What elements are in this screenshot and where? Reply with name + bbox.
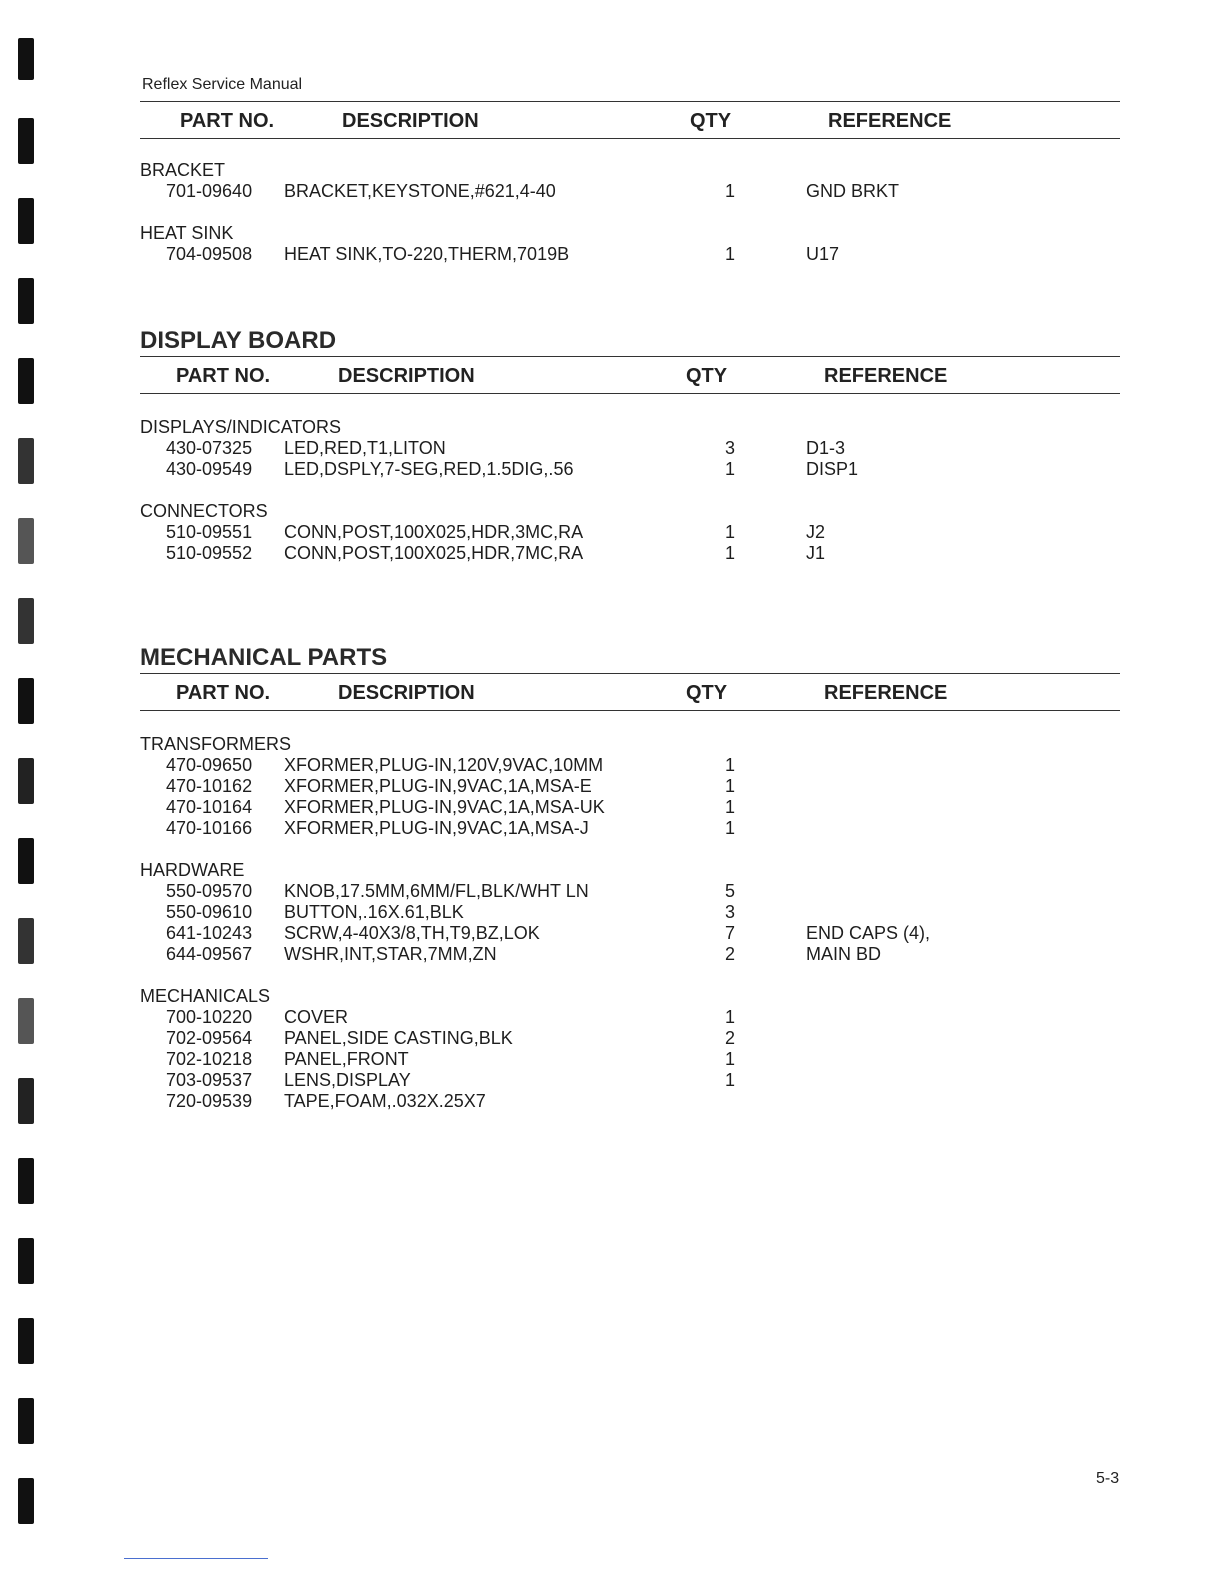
col-qty: QTY [690, 110, 732, 132]
table-row [140, 1070, 1120, 1091]
part-qty: 1 [725, 755, 736, 775]
binder-holes [18, 0, 38, 1584]
binder-hole [18, 838, 34, 884]
binder-hole [18, 918, 34, 964]
part-qty: 1 [725, 818, 736, 838]
binder-hole [18, 1398, 34, 1444]
table-row [140, 818, 1120, 839]
part-number: 470-09650 [166, 755, 253, 775]
part-description: LED,RED,T1,LITON [284, 438, 446, 458]
part-number: 702-10218 [166, 1049, 253, 1069]
table-row [140, 1007, 1120, 1028]
binder-hole [18, 1078, 34, 1124]
part-qty: 1 [725, 1049, 736, 1069]
part-number: 720-09539 [166, 1091, 253, 1111]
part-description: XFORMER,PLUG-IN,9VAC,1A,MSA-J [284, 818, 589, 838]
parts-section-continued [140, 101, 1120, 265]
footer-rule [124, 1558, 268, 1559]
part-number: 470-10162 [166, 776, 253, 796]
part-number: 702-09564 [166, 1028, 253, 1048]
binder-hole [18, 278, 34, 324]
part-qty: 2 [725, 944, 736, 964]
parts-group [140, 985, 1120, 1112]
part-qty: 1 [725, 1070, 736, 1090]
part-number: 644-09567 [166, 944, 253, 964]
part-description: WSHR,INT,STAR,7MM,ZN [284, 944, 497, 964]
table-row [140, 944, 1120, 965]
part-qty: 1 [725, 776, 736, 796]
part-number: 430-09549 [166, 459, 253, 479]
table-row [140, 459, 1120, 480]
part-description: BUTTON,.16X.61,BLK [284, 902, 464, 922]
table-row [140, 755, 1120, 776]
part-description: BRACKET,KEYSTONE,#621,4-40 [284, 181, 556, 201]
part-number: 703-09537 [166, 1070, 253, 1090]
col-description: DESCRIPTION [338, 365, 475, 387]
part-qty: 1 [725, 1007, 736, 1027]
table-row [140, 181, 1120, 202]
binder-hole [18, 358, 34, 404]
parts-group [140, 733, 1120, 839]
part-qty: 3 [725, 902, 736, 922]
binder-hole [18, 118, 34, 164]
table-header [140, 356, 1120, 394]
part-description: SCRW,4-40X3/8,TH,T9,BZ,LOK [284, 923, 540, 943]
part-reference: MAIN BD [806, 944, 882, 964]
parts-group [140, 859, 1120, 965]
group-title: DISPLAYS/INDICATORS [140, 417, 342, 437]
group-title: MECHANICALS [140, 986, 271, 1006]
part-qty: 3 [725, 438, 736, 458]
part-number: 550-09570 [166, 881, 253, 901]
table-row [140, 1091, 1120, 1112]
col-qty: QTY [686, 682, 728, 704]
part-qty: 7 [725, 923, 736, 943]
group-title: BRACKET [140, 160, 226, 180]
table-header [140, 101, 1120, 139]
part-qty: 1 [725, 797, 736, 817]
part-qty: 1 [725, 459, 736, 479]
part-reference: U17 [806, 244, 840, 264]
table-row [140, 244, 1120, 265]
part-number: 510-09552 [166, 543, 253, 563]
binder-hole [18, 1318, 34, 1364]
binder-hole [18, 1478, 34, 1524]
parts-group [140, 222, 1120, 265]
part-reference: J1 [806, 543, 826, 563]
binder-hole [18, 38, 34, 80]
col-description: DESCRIPTION [342, 110, 479, 132]
col-reference: REFERENCE [824, 365, 948, 387]
binder-hole [18, 1158, 34, 1204]
table-row [140, 776, 1120, 797]
col-part-no: PART NO. [176, 682, 271, 704]
part-number: 641-10243 [166, 923, 253, 943]
col-part-no: PART NO. [180, 110, 275, 132]
part-reference: DISP1 [806, 459, 859, 479]
page-number: 5-3 [1096, 1470, 1120, 1487]
part-number: 704-09508 [166, 244, 253, 264]
part-description: LENS,DISPLAY [284, 1070, 411, 1090]
part-reference: END CAPS (4), [806, 923, 931, 943]
parts-group [140, 416, 1120, 480]
table-row [140, 438, 1120, 459]
binder-hole [18, 678, 34, 724]
part-number: 470-10164 [166, 797, 253, 817]
part-description: XFORMER,PLUG-IN,120V,9VAC,10MM [284, 755, 604, 775]
display-board-section [140, 326, 1120, 564]
col-qty: QTY [686, 365, 728, 387]
table-row [140, 923, 1120, 944]
col-description: DESCRIPTION [338, 682, 475, 704]
section-title: DISPLAY BOARD [140, 327, 337, 354]
part-description: KNOB,17.5MM,6MM/FL,BLK/WHT LN [284, 881, 589, 901]
part-qty: 1 [725, 244, 736, 264]
part-description: XFORMER,PLUG-IN,9VAC,1A,MSA-UK [284, 797, 605, 817]
table-row [140, 1049, 1120, 1070]
part-reference: J2 [806, 522, 826, 542]
table-row [140, 797, 1120, 818]
mechanical-parts-section [140, 643, 1120, 1112]
part-reference: GND BRKT [806, 181, 900, 201]
col-part-no: PART NO. [176, 365, 271, 387]
part-number: 510-09551 [166, 522, 253, 542]
binder-hole [18, 518, 34, 564]
part-number: 700-10220 [166, 1007, 253, 1027]
table-row [140, 543, 1120, 564]
part-qty: 2 [725, 1028, 736, 1048]
binder-hole [18, 198, 34, 244]
binder-hole [18, 438, 34, 484]
part-description: HEAT SINK,TO-220,THERM,7019B [284, 244, 570, 264]
part-reference: D1-3 [806, 438, 846, 458]
parts-group [140, 500, 1120, 564]
part-qty: 1 [725, 181, 736, 201]
group-title: HARDWARE [140, 860, 245, 880]
part-description: CONN,POST,100X025,HDR,3MC,RA [284, 522, 584, 542]
group-title: CONNECTORS [140, 501, 268, 521]
col-reference: REFERENCE [828, 110, 952, 132]
section-title: MECHANICAL PARTS [140, 644, 388, 671]
document-header: Reflex Service Manual [142, 76, 303, 93]
table-header [140, 673, 1120, 711]
binder-hole [18, 1238, 34, 1284]
table-row [140, 881, 1120, 902]
table-row [140, 1028, 1120, 1049]
part-qty: 1 [725, 543, 736, 563]
part-description: TAPE,FOAM,.032X.25X7 [284, 1091, 486, 1111]
binder-hole [18, 758, 34, 804]
table-row [140, 902, 1120, 923]
part-number: 701-09640 [166, 181, 253, 201]
table-row [140, 522, 1120, 543]
group-title: HEAT SINK [140, 223, 234, 243]
part-description: PANEL,SIDE CASTING,BLK [284, 1028, 513, 1048]
part-description: CONN,POST,100X025,HDR,7MC,RA [284, 543, 584, 563]
part-qty: 1 [725, 522, 736, 542]
part-number: 550-09610 [166, 902, 253, 922]
part-qty: 5 [725, 881, 736, 901]
binder-hole [18, 998, 34, 1044]
part-number: 430-07325 [166, 438, 253, 458]
part-description: XFORMER,PLUG-IN,9VAC,1A,MSA-E [284, 776, 592, 796]
part-number: 470-10166 [166, 818, 253, 838]
part-description: LED,DSPLY,7-SEG,RED,1.5DIG,.56 [284, 459, 574, 479]
group-title: TRANSFORMERS [140, 734, 292, 754]
part-description: PANEL,FRONT [284, 1049, 409, 1069]
binder-hole [18, 598, 34, 644]
parts-group [140, 159, 1120, 202]
part-description: COVER [284, 1007, 349, 1027]
col-reference: REFERENCE [824, 682, 948, 704]
